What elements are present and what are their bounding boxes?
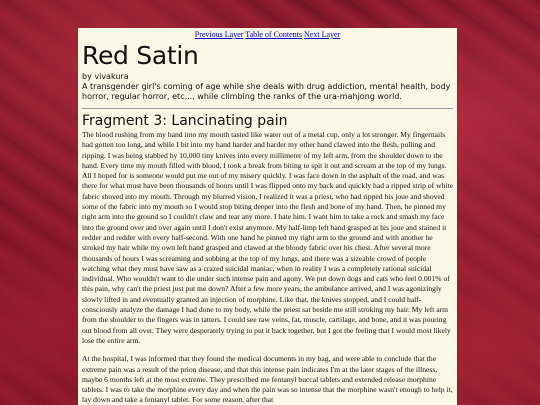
story-title: Red Satin bbox=[82, 41, 199, 70]
layer-navigation bbox=[82, 30, 453, 40]
table-of-contents-link[interactable]: Table of Contents bbox=[245, 30, 303, 39]
author-byline: by vivakura bbox=[82, 72, 129, 81]
chapter-heading: Fragment 3: Lancinating pain bbox=[82, 113, 288, 129]
previous-layer-link[interactable]: Previous Layer bbox=[194, 30, 244, 39]
divider bbox=[82, 108, 453, 109]
story-page bbox=[78, 28, 457, 405]
story-summary: A transgender girl's coming of age while she deals with drug addiction, mental health, body horror, regular horror, etc..., while climbing the ranks of the ura-mahjong world. bbox=[82, 82, 451, 101]
chapter-paragraph: The blood rushing from my hand into my mouth tasted like water out of a metal cup, only a lot stronger. My fingernails had gotten too long, and while I bit into my hand harder and harder my other hand clawed into the flesh, pulling and ripping. I was being stabbed by 10,000 tiny knives into every millimeter of my left arm, from the shoulder down to the hand. Every time my mouth filled with blood, I took a break from biting to spit it out and scream at the top of my lungs. All I hoped for is someone would put me out of my misery quickly. I was face down in the asphalt of the road, and was there for what must have been thousands of hours until I was flipped onto my back and quickly had a ripped strip of white fabric shoved into my mouth. Through my blurred vision, I realized it was a priest, who had ripped his joue and shoved some of the fabric into my mouth so I would stop biting deeper into the flesh and bone of my hand. Then, he pinned my right arm into the ground so I couldn't claw and tear any more. I hate him. I want him to take a rock and smash my face into the ground over and over again until I don't exist anymore. My half-limp left hand grasped at his joue and stained it redder and redder with every half-second. With one hand he pinned my right arm to the ground and with another he stroked my hair while my own left hand grasped and clawed at the bloody fabric over his chest. After several more thousands of hours I was screaming and sobbing at the top of my lungs, and there was a sizeable crowd of people watching what they must have saw as a crazed suicidal maniac, when in reality I was a completely rational suicidal individual. Who wouldn't want to die under such intense pain and agony. We put down dogs and cats who feel 0.001% of this pain, why can't the priest just put me down? After a few more years, the ambulance arrived, and I was agonizingly slowly lifted in and eventually granted an injection of morphine. Like that, the knives stopped, and I could half-consciously analyze the damage I had done to my body, while the priest sat beside me still stroking my hair. My left arm from the shoulder to the fingers was in tatters. I could see raw veins, fat, muscle, cartilage, and bone, and it was pouring out blood from all over. They were desperately trying to put it back together, but I got the feeling that I would most likely lose the entire arm. bbox=[82, 130, 453, 345]
next-layer-link[interactable]: Next Layer bbox=[304, 30, 341, 39]
chapter-paragraph: At the hospital, I was informed that they found the medical documents in my bag, and were able to conclude that the extreme pain was a result of the prion disease, and that this intense pain indicates I'm at the later stages of the illness, maybe 6 months left at the most extreme. They prescribed me fentanyl buccal tablets and extended release morphine tablets. I was to take the morphine every day and when the pain was so intense that the morphine wasn't enough to help it, lay down and take a fentanyl tablet. For some reason, after that bbox=[82, 354, 453, 405]
